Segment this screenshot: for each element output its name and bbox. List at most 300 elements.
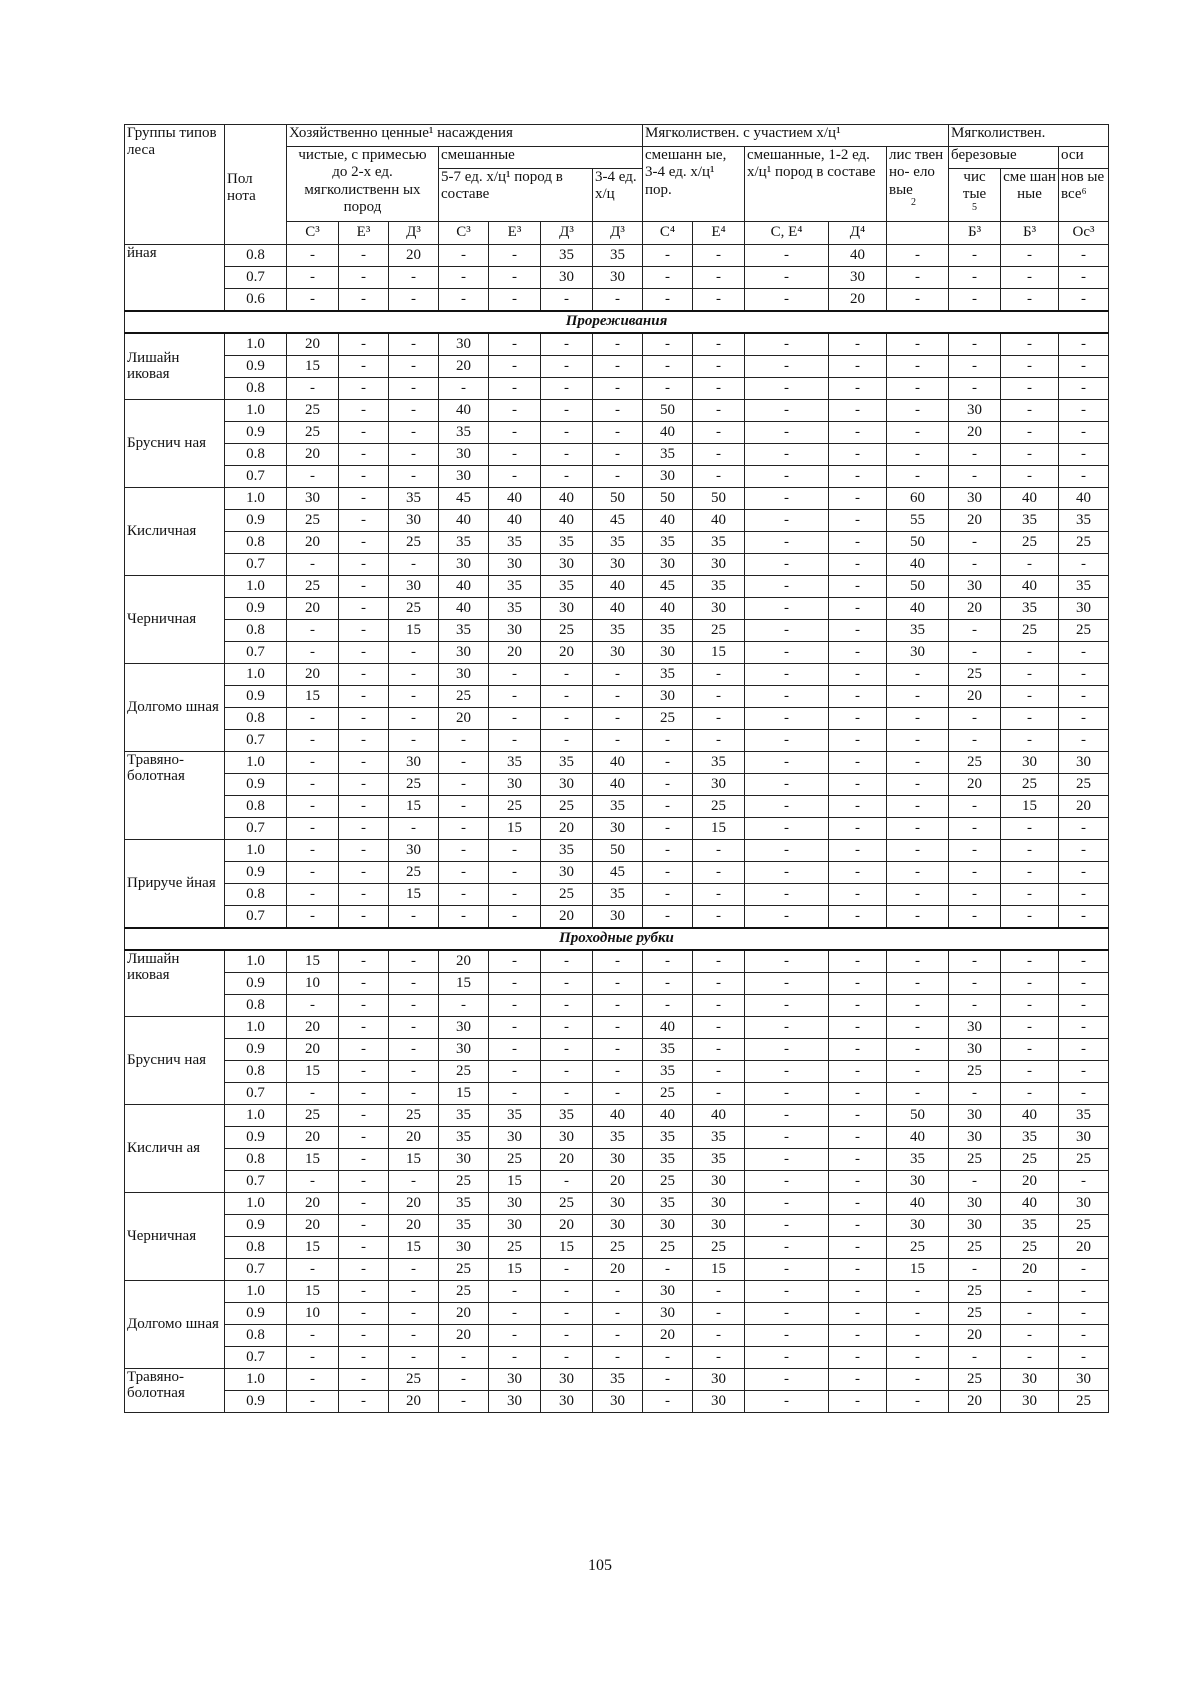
intensity-cell: 55	[887, 509, 949, 531]
intensity-cell: -	[693, 266, 745, 288]
table-row	[125, 972, 1109, 994]
species-code-cell: С³	[287, 221, 339, 244]
intensity-cell: 30	[643, 685, 693, 707]
intensity-cell: -	[1059, 553, 1109, 575]
intensity-cell: -	[593, 1324, 643, 1346]
intensity-cell: 30	[439, 1038, 489, 1060]
intensity-cell: -	[489, 950, 541, 973]
intensity-cell: -	[887, 883, 949, 905]
intensity-cell: 30	[593, 905, 643, 928]
intensity-cell: -	[287, 1346, 339, 1368]
intensity-cell: 35	[541, 531, 593, 553]
intensity-cell: -	[339, 1258, 389, 1280]
intensity-cell: -	[489, 443, 541, 465]
intensity-cell: -	[1001, 1324, 1059, 1346]
intensity-cell: 25	[489, 795, 541, 817]
intensity-cell: 30	[593, 1148, 643, 1170]
intensity-cell: -	[693, 288, 745, 311]
clean-stands-header	[287, 147, 439, 222]
species-code-cell: Е³	[339, 221, 389, 244]
intensity-cell: 30	[389, 575, 439, 597]
mixed-57-label: 5-7 ед. х/ц¹ пород в составе	[441, 169, 563, 203]
intensity-cell: 20	[541, 1214, 593, 1236]
intensity-cell: -	[489, 333, 541, 356]
intensity-cell: 20	[439, 1324, 489, 1346]
intensity-cell: -	[829, 465, 887, 487]
intensity-cell: 25	[287, 575, 339, 597]
intensity-cell: -	[389, 1170, 439, 1192]
table-row	[125, 641, 1109, 663]
intensity-cell: -	[1001, 399, 1059, 421]
table-row	[125, 861, 1109, 883]
table-row	[125, 1038, 1109, 1060]
intensity-cell: 35	[1001, 1214, 1059, 1236]
intensity-cell: -	[489, 994, 541, 1016]
intensity-cell: 20	[287, 1016, 339, 1038]
intensity-cell: -	[887, 685, 949, 707]
intensity-cell: 20	[389, 1214, 439, 1236]
intensity-cell: -	[541, 663, 593, 685]
species-code-cell: Ос³	[1059, 221, 1109, 244]
intensity-cell: -	[339, 883, 389, 905]
intensity-cell: 25	[643, 707, 693, 729]
intensity-cell: -	[339, 575, 389, 597]
intensity-cell: -	[287, 994, 339, 1016]
intensity-cell: -	[1001, 1060, 1059, 1082]
intensity-cell: 30	[887, 641, 949, 663]
table-row	[125, 531, 1109, 553]
intensity-cell: -	[745, 443, 829, 465]
intensity-cell: -	[1001, 421, 1059, 443]
intensity-cell: -	[745, 377, 829, 399]
intensity-cell: 30	[949, 1126, 1001, 1148]
intensity-cell: -	[287, 1390, 339, 1412]
intensity-cell: -	[439, 795, 489, 817]
intensity-cell: 15	[287, 355, 339, 377]
intensity-cell: 20	[287, 663, 339, 685]
intensity-cell: -	[541, 1016, 593, 1038]
species-code-cell: Д⁴	[829, 221, 887, 244]
intensity-cell: -	[1059, 994, 1109, 1016]
intensity-cell: -	[829, 597, 887, 619]
intensity-cell: -	[745, 333, 829, 356]
polnota-cell: 0.9	[225, 972, 287, 994]
intensity-cell: -	[887, 994, 949, 1016]
intensity-cell: -	[339, 1126, 389, 1148]
intensity-cell: 30	[693, 597, 745, 619]
intensity-cell: 30	[693, 1368, 745, 1390]
intensity-cell: -	[1059, 972, 1109, 994]
intensity-cell: 25	[1059, 531, 1109, 553]
intensity-cell: -	[339, 1104, 389, 1126]
intensity-cell: 40	[439, 575, 489, 597]
intensity-cell: 30	[489, 553, 541, 575]
intensity-cell: -	[593, 1038, 643, 1060]
intensity-cell: 20	[541, 641, 593, 663]
species-code-cell: Д³	[389, 221, 439, 244]
intensity-cell: -	[1001, 244, 1059, 266]
intensity-cell: -	[1001, 1302, 1059, 1324]
intensity-cell: 30	[593, 266, 643, 288]
polnota-cell: 0.7	[225, 1346, 287, 1368]
intensity-cell: 30	[693, 1214, 745, 1236]
intensity-cell: 25	[439, 1258, 489, 1280]
intensity-cell: -	[643, 817, 693, 839]
intensity-cell: -	[489, 244, 541, 266]
intensity-cell: 40	[593, 1104, 643, 1126]
intensity-cell: -	[829, 1346, 887, 1368]
table-row	[125, 575, 1109, 597]
intensity-cell: -	[829, 707, 887, 729]
intensity-cell: 25	[1001, 531, 1059, 553]
intensity-cell: 35	[693, 575, 745, 597]
intensity-cell: 30	[887, 1214, 949, 1236]
polnota-cell: 0.9	[225, 861, 287, 883]
intensity-cell: -	[1059, 399, 1109, 421]
intensity-cell: 35	[693, 1148, 745, 1170]
intensity-cell: -	[339, 487, 389, 509]
intensity-cell: 40	[643, 597, 693, 619]
intensity-cell: -	[829, 1060, 887, 1082]
intensity-cell: -	[439, 244, 489, 266]
intensity-cell: -	[439, 994, 489, 1016]
intensity-cell: -	[287, 751, 339, 773]
table-row	[125, 553, 1109, 575]
intensity-cell: -	[439, 1390, 489, 1412]
intensity-cell: -	[593, 1016, 643, 1038]
intensity-cell: 30	[389, 509, 439, 531]
table-row	[125, 465, 1109, 487]
intensity-cell: -	[489, 883, 541, 905]
intensity-cell: 35	[489, 751, 541, 773]
aspen-all-label: нов ые все⁶	[1061, 169, 1105, 203]
polnota-cell: 0.9	[225, 1390, 287, 1412]
intensity-cell: 30	[439, 553, 489, 575]
intensity-cell: -	[287, 641, 339, 663]
intensity-cell: 30	[643, 641, 693, 663]
intensity-cell: 25	[949, 1280, 1001, 1302]
table-row	[125, 399, 1109, 421]
intensity-cell: -	[389, 817, 439, 839]
intensity-cell: -	[593, 663, 643, 685]
intensity-cell: 25	[389, 531, 439, 553]
intensity-cell: 40	[489, 487, 541, 509]
intensity-cell: -	[593, 950, 643, 973]
intensity-cell: -	[1001, 443, 1059, 465]
intensity-cell: 20	[389, 1390, 439, 1412]
intensity-cell: 30	[489, 1214, 541, 1236]
polnota-cell: 1.0	[225, 839, 287, 861]
intensity-cell: 25	[489, 1236, 541, 1258]
intensity-cell: 40	[643, 509, 693, 531]
intensity-cell: -	[643, 905, 693, 928]
intensity-cell: 20	[287, 443, 339, 465]
table-row	[125, 619, 1109, 641]
intensity-cell: -	[829, 729, 887, 751]
intensity-cell: -	[745, 972, 829, 994]
intensity-cell: -	[439, 377, 489, 399]
intensity-cell: -	[593, 1060, 643, 1082]
birch-pure-header	[949, 169, 1001, 222]
table-row	[125, 1170, 1109, 1192]
intensity-cell: -	[389, 288, 439, 311]
intensity-cell: -	[949, 531, 1001, 553]
intensity-cell: -	[949, 553, 1001, 575]
table-row	[125, 707, 1109, 729]
intensity-cell: -	[339, 288, 389, 311]
intensity-cell: -	[829, 1324, 887, 1346]
intensity-cell: -	[1001, 465, 1059, 487]
intensity-cell: 30	[541, 1390, 593, 1412]
intensity-cell: 30	[439, 333, 489, 356]
intensity-cell: 40	[541, 487, 593, 509]
intensity-cell: -	[287, 883, 339, 905]
intensity-cell: 35	[1059, 509, 1109, 531]
intensity-cell: -	[887, 663, 949, 685]
intensity-cell: -	[949, 905, 1001, 928]
mixed-stands-header	[439, 147, 643, 169]
intensity-cell: -	[693, 883, 745, 905]
intensity-cell: -	[693, 839, 745, 861]
intensity-cell: -	[829, 1390, 887, 1412]
intensity-cell: -	[1001, 994, 1059, 1016]
intensity-cell: 30	[887, 1170, 949, 1192]
intensity-cell: -	[593, 465, 643, 487]
intensity-cell: -	[593, 729, 643, 751]
intensity-cell: 30	[541, 597, 593, 619]
aspen-all-header	[1059, 169, 1109, 222]
softwood-label: Мягколиствен.	[951, 125, 1046, 141]
intensity-cell: -	[339, 553, 389, 575]
intensity-cell: -	[389, 905, 439, 928]
table-row	[125, 421, 1109, 443]
intensity-cell: -	[693, 950, 745, 973]
intensity-cell: -	[389, 465, 439, 487]
polnota-cell: 0.9	[225, 1038, 287, 1060]
intensity-cell: -	[887, 839, 949, 861]
intensity-cell: 25	[489, 1148, 541, 1170]
intensity-cell: -	[829, 399, 887, 421]
table-row	[125, 905, 1109, 928]
intensity-cell: -	[439, 861, 489, 883]
intensity-cell: 40	[439, 509, 489, 531]
intensity-cell: -	[1001, 641, 1059, 663]
intensity-cell: -	[829, 1236, 887, 1258]
intensity-cell: 15	[489, 1258, 541, 1280]
intensity-cell: -	[887, 377, 949, 399]
intensity-cell: -	[829, 509, 887, 531]
intensity-cell: -	[593, 333, 643, 356]
polnota-cell: 1.0	[225, 950, 287, 973]
intensity-cell: 35	[593, 531, 643, 553]
intensity-cell: -	[643, 950, 693, 973]
intensity-cell: -	[489, 421, 541, 443]
birch-mixed-label: сме шан ные	[1003, 169, 1056, 203]
intensity-cell: -	[643, 1258, 693, 1280]
intensity-cell: 35	[593, 883, 643, 905]
polnota-cell: 0.7	[225, 465, 287, 487]
intensity-cell: 25	[541, 1192, 593, 1214]
intensity-cell: 15	[389, 883, 439, 905]
table-row	[125, 1192, 1109, 1214]
table-row	[125, 1104, 1109, 1126]
intensity-cell: -	[1059, 861, 1109, 883]
intensity-cell: -	[949, 883, 1001, 905]
intensity-cell: -	[745, 641, 829, 663]
intensity-cell: -	[287, 266, 339, 288]
intensity-cell: -	[439, 729, 489, 751]
intensity-cell: -	[593, 443, 643, 465]
forest-type-group: Лишайн иковая	[125, 950, 225, 1017]
intensity-cell: -	[389, 333, 439, 356]
intensity-cell: 45	[643, 575, 693, 597]
intensity-cell: -	[389, 685, 439, 707]
table-row	[125, 597, 1109, 619]
intensity-cell: 25	[1059, 1148, 1109, 1170]
intensity-cell: -	[339, 1236, 389, 1258]
intensity-cell: 30	[439, 663, 489, 685]
forest-type-group: Травяно- болотная	[125, 751, 225, 839]
mixed-57-header	[439, 169, 593, 222]
intensity-cell: 25	[693, 795, 745, 817]
intensity-cell: -	[489, 1324, 541, 1346]
intensity-cell: -	[1001, 817, 1059, 839]
intensity-cell: 35	[693, 751, 745, 773]
intensity-cell: -	[593, 1280, 643, 1302]
intensity-cell: 20	[541, 817, 593, 839]
intensity-cell: 60	[887, 487, 949, 509]
intensity-cell: -	[593, 685, 643, 707]
intensity-cell: -	[1059, 1302, 1109, 1324]
intensity-cell: -	[745, 1126, 829, 1148]
intensity-cell: 25	[1001, 1148, 1059, 1170]
intensity-cell: -	[693, 1324, 745, 1346]
intensity-cell: -	[489, 663, 541, 685]
intensity-cell: -	[745, 839, 829, 861]
intensity-cell: -	[1001, 972, 1059, 994]
intensity-cell: -	[949, 707, 1001, 729]
intensity-cell: 20	[593, 1258, 643, 1280]
intensity-cell: 25	[643, 1082, 693, 1104]
intensity-cell: -	[887, 355, 949, 377]
intensity-cell: -	[949, 1258, 1001, 1280]
forest-type-group: Черничная	[125, 1192, 225, 1280]
intensity-cell: -	[745, 553, 829, 575]
intensity-cell: 35	[1001, 509, 1059, 531]
section-heading-row	[125, 311, 1109, 333]
intensity-cell: -	[389, 994, 439, 1016]
intensity-cell: -	[339, 355, 389, 377]
intensity-cell: -	[949, 1170, 1001, 1192]
intensity-cell: -	[389, 1346, 439, 1368]
intensity-cell: -	[593, 355, 643, 377]
intensity-cell: -	[339, 1214, 389, 1236]
intensity-cell: -	[643, 729, 693, 751]
intensity-cell: 30	[643, 1302, 693, 1324]
intensity-cell: -	[887, 1060, 949, 1082]
species-code-cell: С, Е⁴	[745, 221, 829, 244]
intensity-cell: -	[489, 1060, 541, 1082]
intensity-cell: -	[887, 399, 949, 421]
forest-type-group: Бруснич ная	[125, 399, 225, 487]
intensity-cell: -	[643, 377, 693, 399]
intensity-cell: 35	[541, 575, 593, 597]
table-row	[125, 1214, 1109, 1236]
intensity-cell: -	[1059, 950, 1109, 973]
intensity-cell: -	[1001, 355, 1059, 377]
intensity-cell: -	[541, 950, 593, 973]
intensity-cell: -	[1059, 641, 1109, 663]
intensity-cell: -	[829, 773, 887, 795]
economic-stands-header	[287, 125, 643, 147]
intensity-cell: 20	[1059, 795, 1109, 817]
intensity-cell: -	[339, 1148, 389, 1170]
species-code-cell: Б³	[1001, 221, 1059, 244]
intensity-cell: -	[745, 399, 829, 421]
intensity-cell: -	[745, 355, 829, 377]
intensity-cell: 30	[541, 1368, 593, 1390]
intensity-cell: -	[339, 795, 389, 817]
intensity-cell: -	[287, 465, 339, 487]
intensity-cell: -	[339, 994, 389, 1016]
intensity-cell: 25	[949, 1148, 1001, 1170]
intensity-cell: -	[887, 729, 949, 751]
intensity-cell: 35	[541, 1104, 593, 1126]
intensity-cell: 35	[593, 619, 643, 641]
polnota-cell: 0.7	[225, 266, 287, 288]
intensity-cell: -	[745, 509, 829, 531]
intensity-cell: 40	[693, 509, 745, 531]
intensity-cell: 30	[643, 553, 693, 575]
intensity-cell: 40	[593, 773, 643, 795]
intensity-cell: -	[489, 1082, 541, 1104]
intensity-cell: 35	[643, 443, 693, 465]
intensity-cell: 15	[389, 1148, 439, 1170]
intensity-cell: -	[339, 1038, 389, 1060]
polnota-cell: 0.8	[225, 377, 287, 399]
table-row	[125, 773, 1109, 795]
intensity-cell: -	[745, 861, 829, 883]
intensity-cell: -	[339, 817, 389, 839]
intensity-cell: -	[829, 641, 887, 663]
intensity-cell: 50	[693, 487, 745, 509]
intensity-cell: -	[693, 1280, 745, 1302]
intensity-cell: -	[593, 288, 643, 311]
intensity-cell: 30	[489, 1126, 541, 1148]
intensity-cell: -	[389, 1280, 439, 1302]
intensity-cell: -	[287, 839, 339, 861]
intensity-cell: -	[745, 288, 829, 311]
intensity-cell: -	[745, 1368, 829, 1390]
intensity-cell: 25	[693, 1236, 745, 1258]
intensity-cell: 35	[439, 619, 489, 641]
intensity-cell: -	[829, 575, 887, 597]
intensity-cell: -	[693, 1060, 745, 1082]
intensity-cell: -	[339, 443, 389, 465]
intensity-cell: 25	[949, 663, 1001, 685]
intensity-cell: 35	[643, 1060, 693, 1082]
intensity-cell: -	[693, 333, 745, 356]
intensity-cell: 30	[439, 1148, 489, 1170]
intensity-cell: 15	[389, 619, 439, 641]
intensity-cell: 20	[389, 244, 439, 266]
intensity-cell: -	[949, 641, 1001, 663]
intensity-cell: -	[949, 244, 1001, 266]
intensity-cell: -	[339, 531, 389, 553]
mixed-34-valuable-label: 3-4 ед. х/ц	[595, 169, 637, 203]
intensity-cell: 30	[949, 1038, 1001, 1060]
intensity-cell: -	[949, 861, 1001, 883]
